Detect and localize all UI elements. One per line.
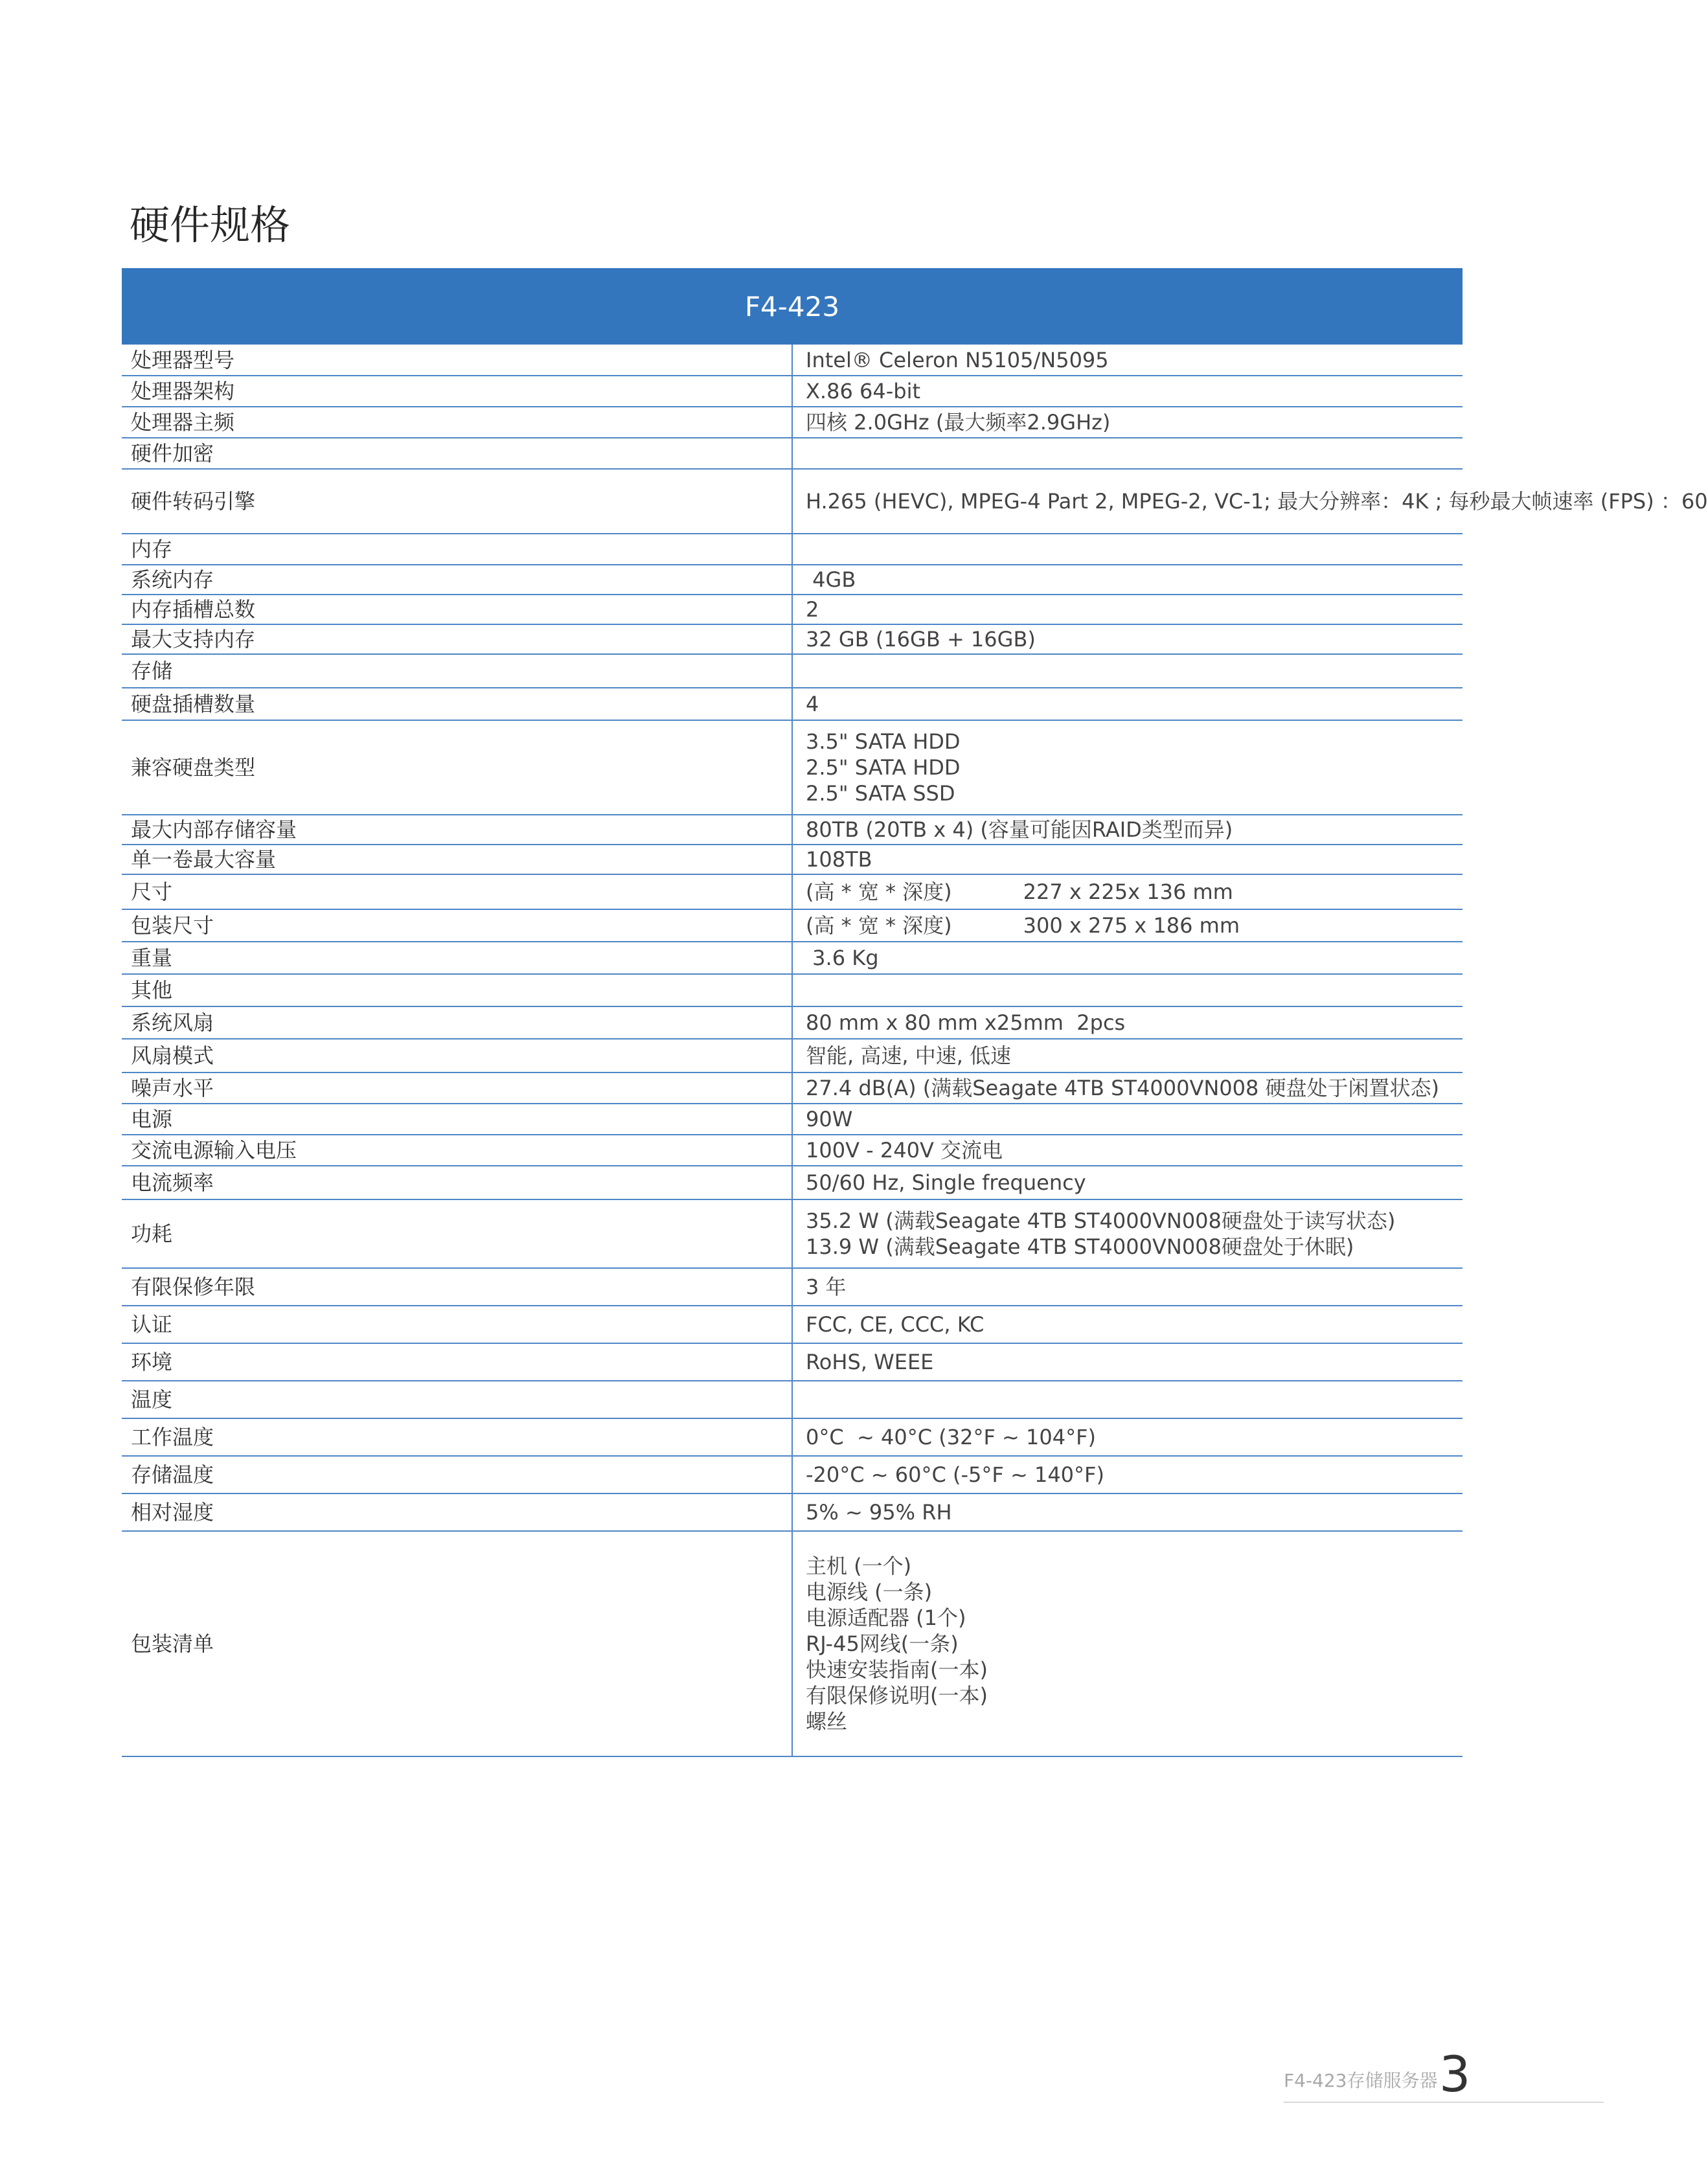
spec-value-line: 螺丝 [806,1709,848,1734]
spec-label: 其他 [122,974,792,1006]
spec-value-line: 80 mm x 80 mm x25mm 2pcs [806,1010,1126,1035]
spec-value-line: 3 年 [806,1275,847,1299]
spec-label: 工作温度 [122,1418,792,1456]
table-row [122,1199,1463,1268]
spec-value [792,1381,1463,1418]
spec-value-line [806,913,1453,938]
spec-label: 有限保修年限 [122,1268,792,1306]
spec-value [792,1073,1463,1104]
spec-label: 单一卷最大容量 [122,845,792,874]
table-row [122,1268,1463,1306]
table-row [122,942,1463,974]
spec-value [792,1199,1463,1268]
spec-value [792,845,1463,874]
table-row [122,815,1463,845]
table-row [122,565,1463,595]
table-row [122,1493,1463,1531]
spec-label: 交流电源输入电压 [122,1135,792,1166]
spec-value [792,688,1463,720]
spec-label: 系统风扇 [122,1006,792,1039]
table-row [122,688,1463,720]
spec-label: 温度 [122,1381,792,1418]
spec-value [792,1456,1463,1493]
page-title: 硬件规格 [130,201,291,249]
spec-value [792,595,1463,624]
spec-value [792,1306,1463,1343]
spec-value-line: 电源适配器 (1个) [806,1606,966,1630]
spec-label: 电流频率 [122,1166,792,1199]
spec-value [792,407,1463,438]
spec-value [792,469,1708,534]
table-row [122,1418,1463,1456]
spec-label: 最大内部存储容量 [122,815,792,845]
spec-value-line: RoHS, WEEE [806,1350,934,1374]
table-row [122,874,1463,909]
spec-value [792,624,1463,654]
spec-value-line: 5% ~ 95% RH [806,1500,952,1525]
spec-value-line: 智能, 高速, 中速, 低速 [806,1043,1012,1068]
spec-value [792,654,1463,688]
spec-label: 系统内存 [122,565,792,595]
spec-value [792,720,1463,815]
table-row [122,1381,1463,1418]
table-row [122,534,1463,565]
table-row [122,469,1463,534]
table-row [122,438,1463,469]
spec-label: 处理器架构 [122,376,792,407]
spec-value [792,1268,1463,1306]
table-row [122,595,1463,624]
spec-value-line: 2.5" SATA SSD [806,781,955,806]
table-row [122,720,1463,815]
spec-value-line: 主机 (一个) [806,1554,912,1578]
spec-value-line: 快速安装指南(一本) [806,1657,988,1682]
spec-value-line: H.265 (HEVC), MPEG-4 Part 2, MPEG-2, VC-1; 最大分辨率：4K ; 每秒最大帧速率 (FPS) ：60 [806,489,1708,514]
spec-label: 最大支持内存 [122,624,792,654]
spec-value-line: 四核 2.0GHz (最大频率2.9GHz) [806,410,1111,435]
spec-value-line: 0°C ~ 40°C (32°F ~ 104°F) [806,1425,1096,1449]
spec-value [792,815,1463,845]
spec-value [792,1493,1463,1531]
spec-table [122,268,1708,1757]
spec-value-line: 100V - 240V 交流电 [806,1138,1003,1163]
spec-value-line: 80TB (20TB x 4) (容量可能因RAID类型而异) [806,817,1233,842]
spec-label: 包装尺寸 [122,909,792,942]
spec-label: 尺寸 [122,874,792,909]
spec-label: 内存插槽总数 [122,595,792,624]
spec-label: 认证 [122,1306,792,1343]
spec-value [792,1135,1463,1166]
spec-value [792,1006,1463,1039]
dimension-value: 300 x 275 x 186 mm [1023,913,1240,938]
dimension-order-label: (高 * 宽 * 深度) [806,880,952,904]
spec-value-line: Intel® Celeron N5105/N5095 [806,347,1109,372]
dimension-value: 227 x 225x 136 mm [1023,880,1233,904]
table-row [122,1135,1463,1166]
spec-value [792,376,1463,407]
spec-value [792,1343,1463,1381]
table-row [122,654,1463,688]
spec-value [792,942,1463,974]
dimension-order-label: (高 * 宽 * 深度) [806,913,952,938]
spec-value-line: 27.4 dB(A) (满载Seagate 4TB ST4000VN008 硬盘处于闲置状态) [806,1076,1440,1100]
spec-value-line: 2.5" SATA HDD [806,755,961,780]
table-row [122,845,1463,874]
spec-label: 内存 [122,534,792,565]
spec-value [792,909,1463,942]
table-row [122,1306,1463,1343]
spec-value-line: X.86 64-bit [806,379,920,403]
spec-value-line: RJ-45网线(一条) [806,1631,959,1656]
spec-value-line: 有限保修说明(一本) [806,1683,988,1708]
spec-value-line: 3.6 Kg [806,946,879,970]
spec-value [792,874,1463,909]
spec-value-line: 32 GB (16GB + 16GB) [806,627,1036,652]
spec-value-line: 电源线 (一条) [806,1580,933,1604]
spec-body [122,345,1708,1756]
table-row [122,909,1463,942]
spec-value-line: -20°C ~ 60°C (-5°F ~ 140°F) [806,1462,1104,1487]
spec-value [792,438,1463,469]
spec-value-line [806,879,1453,905]
table-row [122,376,1463,407]
spec-value-line: 3.5" SATA HDD [806,729,961,754]
spec-label: 相对湿度 [122,1493,792,1531]
spec-value-line: 4GB [806,567,856,592]
spec-label: 功耗 [122,1199,792,1268]
spec-value [792,1039,1463,1073]
spec-label: 存储温度 [122,1456,792,1493]
page-number: 3 [1439,2045,1471,2103]
spec-label: 风扇模式 [122,1039,792,1073]
spec-value-line: 35.2 W (满载Seagate 4TB ST4000VN008硬盘处于读写状态) [806,1209,1396,1233]
spec-label: 处理器型号 [122,345,792,376]
table-row [122,1343,1463,1381]
spec-value [792,345,1463,376]
table-header-row [122,268,1463,345]
table-row [122,1104,1463,1135]
spec-value-line: 108TB [806,847,872,872]
spec-value [792,534,1463,565]
table-row [122,345,1463,376]
spec-value-line: 4 [806,692,819,716]
spec-label: 兼容硬盘类型 [122,720,792,815]
spec-label: 硬盘插槽数量 [122,688,792,720]
spec-value [792,1418,1463,1456]
spec-value [792,1104,1463,1135]
footer-text: F4-423存储服务器 [1284,2070,1438,2091]
spec-label: 重量 [122,942,792,974]
spec-label: 包装清单 [122,1531,792,1756]
spec-label: 电源 [122,1104,792,1135]
spec-value [792,1531,1463,1756]
spec-label: 环境 [122,1343,792,1381]
spec-value-line: 13.9 W (满载Seagate 4TB ST4000VN008硬盘处于休眠) [806,1234,1354,1259]
spec-label: 噪声水平 [122,1073,792,1104]
model-header: F4-423 [122,268,1463,345]
table-row [122,1456,1463,1493]
spec-value-line: 90W [806,1107,853,1131]
table-row [122,1166,1463,1199]
spec-label: 硬件转码引擎 [122,469,792,534]
spec-label: 处理器主频 [122,407,792,438]
table-row [122,1039,1463,1073]
table-row [122,624,1463,654]
page-footer [1284,2043,1604,2103]
spec-value [792,974,1463,1006]
spec-value-line: 50/60 Hz, Single frequency [806,1170,1086,1195]
table-row [122,974,1463,1006]
spec-label: 硬件加密 [122,438,792,469]
spec-value-line: FCC, CE, CCC, KC [806,1312,985,1337]
table-row [122,407,1463,438]
table-row [122,1073,1463,1104]
spec-value [792,1166,1463,1199]
table-row [122,1531,1463,1756]
spec-value-line: 2 [806,597,819,622]
table-row [122,1006,1463,1039]
spec-value [792,565,1463,595]
spec-label: 存储 [122,654,792,688]
